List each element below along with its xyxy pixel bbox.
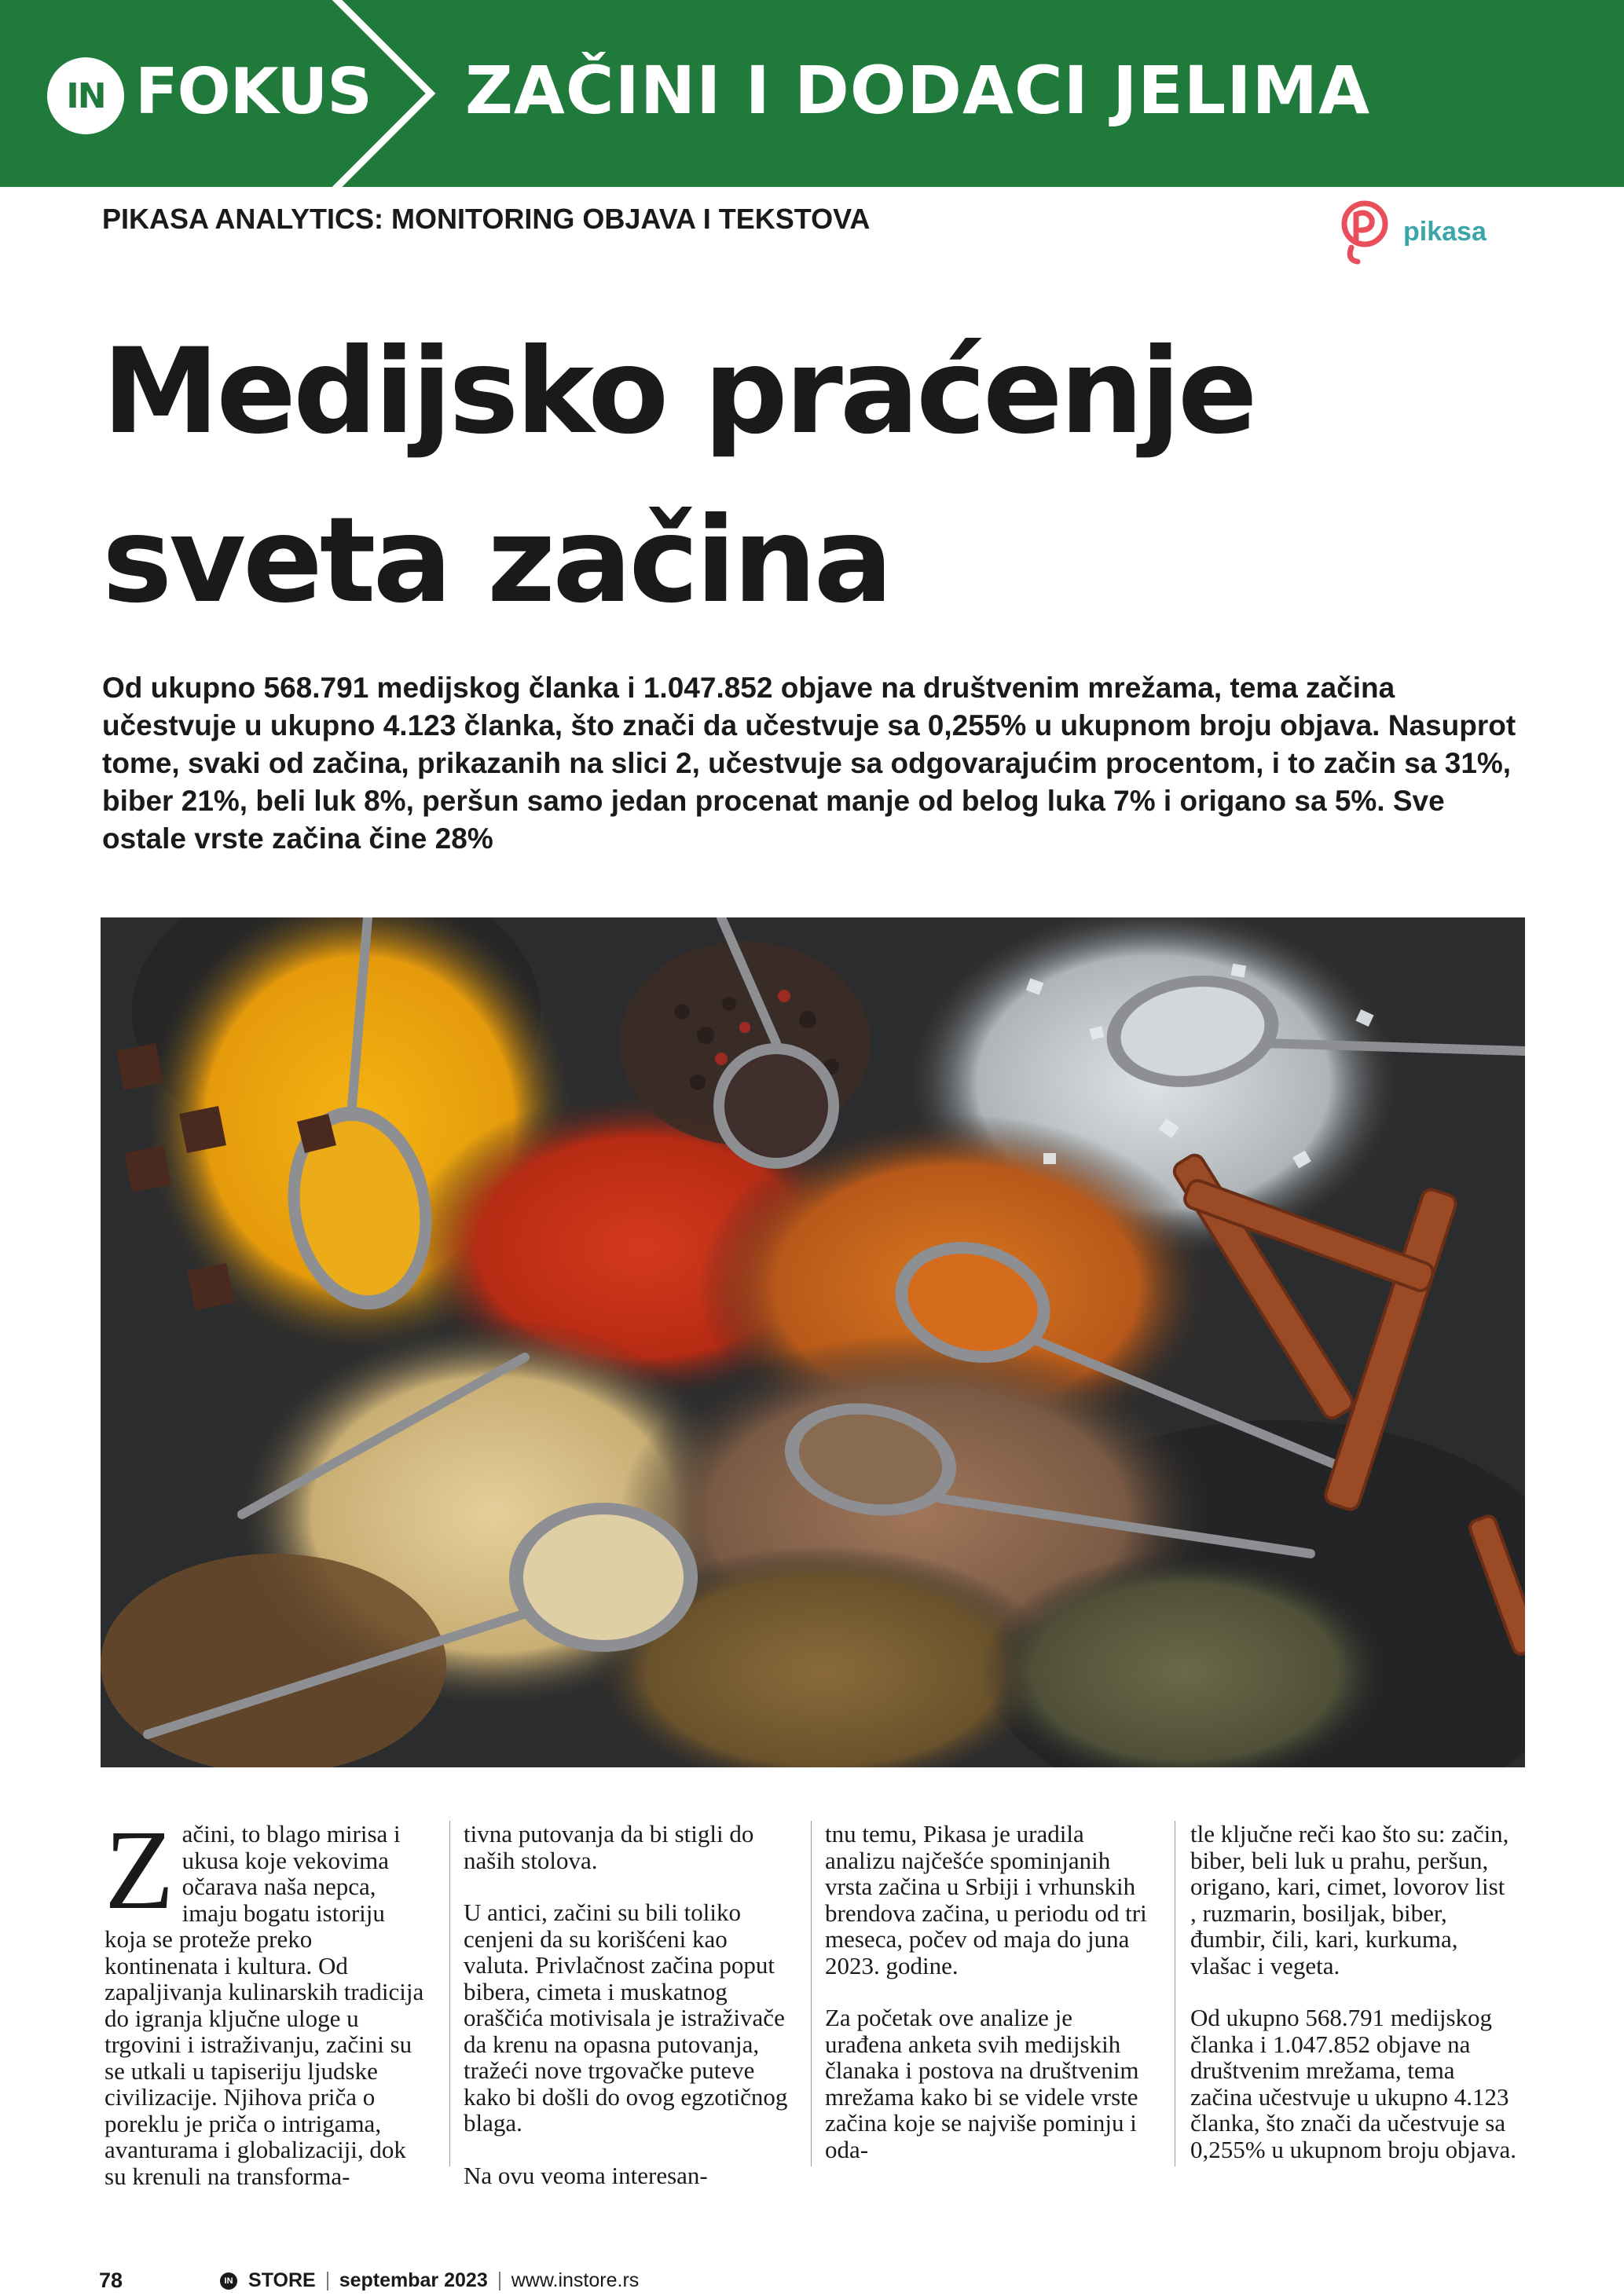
paragraph: tle ključne reči kao što su: začin, biber, beli luk u prahu, peršun, origano, kari, cimet, lovorov list , ruzmarin, bosiljak, biber, đumbir, čili, kari, kurkuma, vlašac i vegeta.: [1190, 1820, 1509, 1979]
pikasa-logo-text: pikasa: [1403, 216, 1487, 247]
article-kicker: PIKASA ANALYTICS: MONITORING OBJAVA I TEKSTOVA: [102, 203, 871, 235]
article-lead: Od ukupno 568.791 medijskog članka i 1.047.852 objave na društvenim mrežama, tema začina učestvuje u ukupno 4.123 članka, što znači da učestvuje sa 0,255% u ukupnom broju objava. Nasuprot tome, svaki od začina, prikazanih na slici 2, učestvuje sa odgovarajućim procentom, i to začin sa 31%, biber 21%, beli luk 8%, peršun samo jedan procenat manje od belog luka 7% i origano sa 5%. Sve ostale vrste začina čine 28%: [102, 672, 1516, 855]
column-divider: [449, 1821, 450, 2166]
paragraph: Na ovu veoma interesan-: [464, 2161, 708, 2189]
section-label: FOKUS: [135, 55, 372, 128]
article-column-1: [104, 1807, 431, 2190]
page-footer: [99, 2269, 639, 2293]
article-column-3: [825, 1821, 1151, 2188]
section-title: ZAČINI I DODACI JELIMA: [465, 52, 1371, 129]
article-column-2: [464, 1821, 790, 2214]
footer-separator: [327, 2272, 328, 2291]
section-banner: [0, 0, 1624, 187]
paragraph: Za početak ove analize je urađena anketa svih medijskih članaka i postova na društvenim mrežama kako bi se videle vrste začina koje se najviše pominju i oda-: [825, 2004, 1139, 2163]
column-divider: [811, 1821, 812, 2166]
spices-photo: [101, 917, 1525, 1767]
paragraph: tnu temu, Pikasa je uradila analizu najčešće spominjanih vrsta začina u Srbiji i vrhunskih brendova začina, u periodu od tri meseca, počev od maja do juna 2023. godine.: [825, 1820, 1147, 1979]
footer-brand: STORE: [248, 2269, 316, 2291]
footer-issue: septembar 2023: [339, 2269, 488, 2291]
paragraph: Od ukupno 568.791 medijskog članka i 1.047.852 objave na društvenim mrežama, tema začina učestvuje u ukupno 4.123 članka, što znači da učestvuje sa 0,255% u ukupnom broju objava.: [1190, 2004, 1517, 2163]
pikasa-logo: [1336, 196, 1516, 267]
footer-separator: [499, 2272, 500, 2291]
page-number: 78: [99, 2269, 123, 2292]
drop-cap: Z: [104, 1807, 174, 1933]
paragraph: ačini, to blago mirisa i ukusa koje vekovima očarava naša nepca, imaju bogatu istoriju koja se proteže preko kontinenata i kultura. Od zapaljivanja kulinarskih tradicija do igranja ključne uloge u trgovini i istraživanju, začini su se utkali u tapiseriju ljudske civilizacije. Njihova priča o poreklu je priča o intrigama, avanturama i globalizaciji, dok su krenuli na transforma-: [104, 1820, 424, 2190]
paragraph: tivna putovanja da bi stigli do naših stolova.: [464, 1820, 754, 1874]
headline-line-2: sveta začina: [102, 493, 890, 629]
pikasa-logo-icon: [1336, 199, 1394, 265]
instore-logo-badge: IN: [47, 57, 124, 134]
footer-url[interactable]: www.instore.rs: [511, 2269, 640, 2291]
article-column-4: [1190, 1821, 1516, 2188]
instore-footer-badge: IN: [220, 2272, 237, 2290]
paragraph: U antici, začini su bili toliko cenjeni da su korišćeni kao valuta. Privlačnost začina poput bibera, cimeta i muskatnog oraščića motivisala je istraživače da krenu na opasna putovanja, tražeći nove trgovačke puteve kako bi došli do ovog egzotičnog blaga.: [464, 1899, 788, 2137]
article-headline: [102, 308, 1548, 646]
headline-line-1: Medijsko praćenje: [102, 324, 1255, 460]
